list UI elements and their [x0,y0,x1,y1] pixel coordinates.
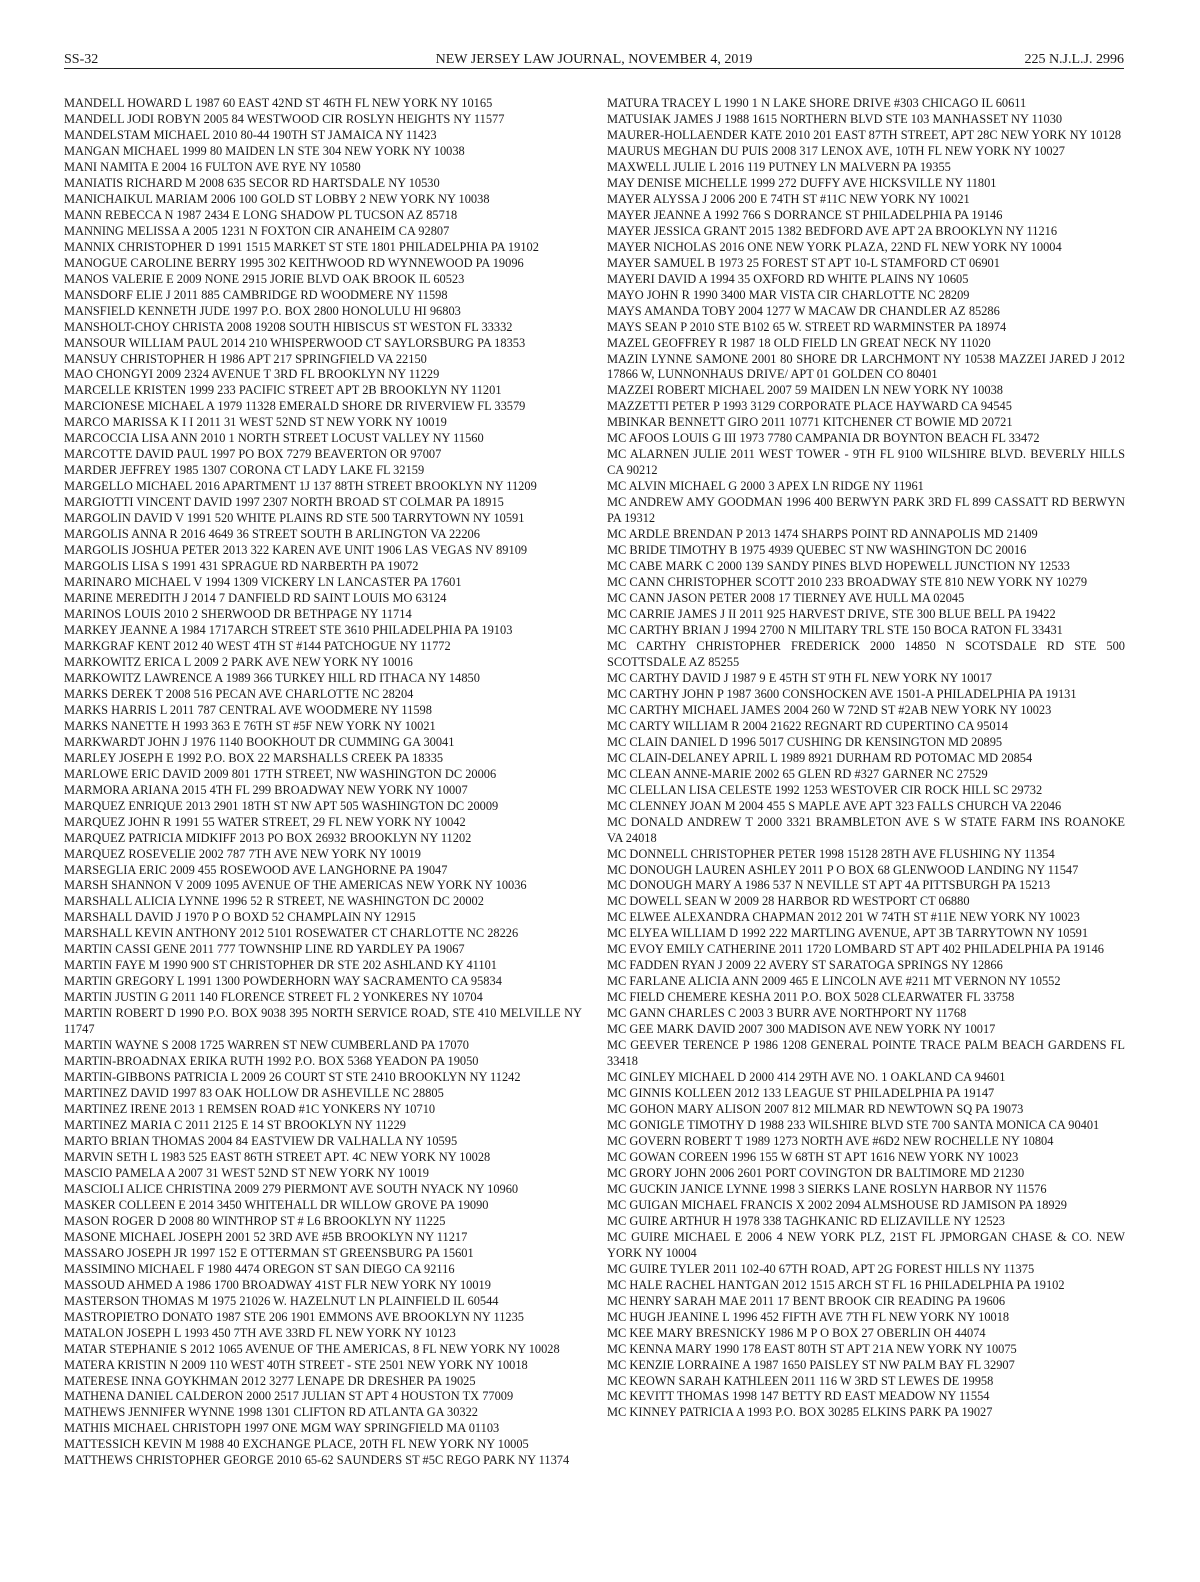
directory-entry: MC CARRIE JAMES J II 2011 925 HARVEST DRIVE, STE 300 BLUE BELL PA 19422 [607,607,1056,621]
directory-entry: MC CARTHY CHRISTOPHER FREDERICK 2000 14850 N SCOTSDALE RD STE 500 SCOTTSDALE AZ 85255 [607,638,1125,669]
directory-entry: MASTROPIETRO DONATO 1987 STE 206 1901 EMMONS AVE BROOKLYN NY 11235 [64,1309,524,1324]
directory-entry: MARSH SHANNON V 2009 1095 AVENUE OF THE AMERICAS NEW YORK NY 10036 [64,878,527,893]
directory-entry: MAO CHONGYI 2009 2324 AVENUE T 3RD FL BROOKLYN NY 11229 [64,367,440,382]
directory-entry: MAYER JESSICA GRANT 2015 1382 BEDFORD AVE APT 2A BROOKLYN NY 11216 [607,223,1058,238]
directory-entry: MARTIN-GIBBONS PATRICIA L 2009 26 COURT ST STE 2410 BROOKLYN NY 11242 [64,1070,521,1085]
directory-entry: MANSHOLT-CHOY CHRISTA 2008 19208 SOUTH HIBISCUS ST WESTON FL 33332 [64,319,513,334]
directory-entry: MASCIO PAMELA A 2007 31 WEST 52ND ST NEW YORK NY 10019 [64,1165,429,1180]
directory-entry: MANDELL HOWARD L 1987 60 EAST 42ND ST 46TH FL NEW YORK NY 10165 [64,96,493,110]
directory-entry: MATAR STEPHANIE S 2012 1065 AVENUE OF THE AMERICAS, 8 FL NEW YORK NY 10028 [64,1341,560,1356]
directory-entry: MASSARO JOSEPH JR 1997 152 E OTTERMAN ST GREENSBURG PA 15601 [64,1245,474,1260]
directory-entry: MAYER NICHOLAS 2016 ONE NEW YORK PLAZA, 22ND FL NEW YORK NY 10004 [607,239,1062,254]
directory-entry: MARKS DEREK T 2008 516 PECAN AVE CHARLOTTE NC 28204 [64,686,414,701]
directory-entry: MARCIONESE MICHAEL A 1979 11328 EMERALD SHORE DR RIVERVIEW FL 33579 [64,399,526,414]
directory-entry: MARTIN ROBERT D 1990 P.O. BOX 9038 395 NORTH SERVICE ROAD, STE 410 MELVILLE NY 11747 [64,1006,582,1037]
directory-entry: MC CLELLAN LISA CELESTE 1992 1253 WESTOVER CIR ROCK HILL SC 29732 [607,782,1043,797]
directory-entry: MAZZEI ROBERT MICHAEL 2007 59 MAIDEN LN NEW YORK NY 10038 [607,383,1003,398]
directory-entry: MANIATIS RICHARD M 2008 635 SECOR RD HARTSDALE NY 10530 [64,175,440,190]
directory-entry: MARSHALL DAVID J 1970 P O BOXD 52 CHAMPLAIN NY 12915 [64,910,416,925]
directory-entry: MC DONALD ANDREW T 2000 3321 BRAMBLETON AVE S W STATE FARM INS ROANOKE VA 24018 [607,814,1125,845]
directory-entry: MC KENZIE LORRAINE A 1987 1650 PAISLEY ST NW PALM BAY FL 32907 [607,1357,1015,1372]
directory-entry: MARSHALL KEVIN ANTHONY 2012 5101 ROSEWATER CT CHARLOTTE NC 28226 [64,926,519,941]
directory-entry: MC CARTHY BRIAN J 1994 2700 N MILITARY TRL STE 150 BOCA RATON FL 33431 [607,622,1063,637]
directory-entry: MANN REBECCA N 1987 2434 E LONG SHADOW PL TUCSON AZ 85718 [64,207,458,222]
directory-entry: MANICHAIKUL MARIAM 2006 100 GOLD ST LOBBY 2 NEW YORK NY 10038 [64,191,490,206]
directory-entry: MANSFIELD KENNETH JUDE 1997 P.O. BOX 2800 HONOLULU HI 96803 [64,303,461,318]
directory-entry: MC DOWELL SEAN W 2009 28 HARBOR RD WESTPORT CT 06880 [607,894,970,909]
directory-entry: MAYER ALYSSA J 2006 200 E 74TH ST #11C NEW YORK NY 10021 [607,191,970,206]
directory-entry: MARGOLIS ANNA R 2016 4649 36 STREET SOUTH B ARLINGTON VA 22206 [64,527,480,542]
left-column [64,96,582,1469]
directory-entry: MARGOLIN DAVID V 1991 520 WHITE PLAINS RD STE 500 TARRYTOWN NY 10591 [64,511,525,526]
directory-entry: MC ANDREW AMY GOODMAN 1996 400 BERWYN PARK 3RD FL 899 CASSATT RD BERWYN PA 19312 [607,495,1125,526]
directory-entry: MC CARTHY MICHAEL JAMES 2004 260 W 72ND ST #2AB NEW YORK NY 10023 [607,702,1052,717]
directory-entry: MATERESE INNA GOYKHMAN 2012 3277 LENAPE DR DRESHER PA 19025 [64,1373,476,1388]
directory-entry: MARKS NANETTE H 1993 363 E 76TH ST #5F NEW YORK NY 10021 [64,718,436,733]
directory-entry: MANSOUR WILLIAM PAUL 2014 210 WHISPERWOOD CT SAYLORSBURG PA 18353 [64,335,526,350]
directory-entry: MARKS HARRIS L 2011 787 CENTRAL AVE WOODMERE NY 11598 [64,702,432,717]
directory-entry: MC GOHON MARY ALISON 2007 812 MILMAR RD NEWTOWN SQ PA 19073 [607,1102,1024,1117]
directory-entry: MATURA TRACEY L 1990 1 N LAKE SHORE DRIVE #303 CHICAGO IL 60611 [607,96,1027,110]
directory-entry: MBINKAR BENNETT GIRO 2011 10771 KITCHENER CT BOWIE MD 20721 [607,415,1013,430]
journal-title: NEW JERSEY LAW JOURNAL, NOVEMBER 4, 2019 [435,52,753,67]
directory-entry: MAY DENISE MICHELLE 1999 272 DUFFY AVE HICKSVILLE NY 11801 [607,175,997,190]
directory-entry: MAZZETTI PETER P 1993 3129 CORPORATE PLACE HAYWARD CA 94545 [607,399,1012,414]
directory-entry: MANGAN MICHAEL 1999 80 MAIDEN LN STE 304 NEW YORK NY 10038 [64,143,465,158]
directory-entry: MAURER-HOLLAENDER KATE 2010 201 EAST 87TH STREET, APT 28C NEW YORK NY 10128 [607,127,1122,142]
directory-entry: MC CARTY WILLIAM R 2004 21622 REGNART RD CUPERTINO CA 95014 [607,718,1008,733]
directory-entry: MC GOWAN COREEN 1996 155 W 68TH ST APT 1616 NEW YORK NY 10023 [607,1149,1019,1164]
directory-entry: MARTINEZ IRENE 2013 1 REMSEN ROAD #1C YONKERS NY 10710 [64,1102,436,1117]
directory-entry: MC GUCKIN JANICE LYNNE 1998 3 SIERKS LANE ROSLYN HARBOR NY 11576 [607,1181,1047,1196]
directory-entry: MANOS VALERIE E 2009 NONE 2915 JORIE BLVD OAK BROOK IL 60523 [64,271,465,286]
directory-entry: MC ELWEE ALEXANDRA CHAPMAN 2012 201 W 74TH ST #11E NEW YORK NY 10023 [607,910,1080,925]
directory-entry: MANNING MELISSA A 2005 1231 N FOXTON CIR ANAHEIM CA 92807 [64,223,450,238]
directory-entry: MARTO BRIAN THOMAS 2004 84 EASTVIEW DR VALHALLA NY 10595 [64,1133,458,1148]
directory-entry: MASSOUD AHMED A 1986 1700 BROADWAY 41ST FLR NEW YORK NY 10019 [64,1277,491,1292]
page-header [64,51,1124,69]
directory-entry: MANDELL JODI ROBYN 2005 84 WESTWOOD CIR ROSLYN HEIGHTS NY 11577 [64,111,505,126]
directory-entry: MC ALVIN MICHAEL G 2000 3 APEX LN RIDGE NY 11961 [607,479,924,494]
directory-entry: MC KENNA MARY 1990 178 EAST 80TH ST APT 21A NEW YORK NY 10075 [607,1341,1017,1356]
directory-entry: MARCO MARISSA K I I 2011 31 WEST 52ND ST NEW YORK NY 10019 [64,415,447,430]
directory-entry: MATHENA DANIEL CALDERON 2000 2517 JULIAN ST APT 4 HOUSTON TX 77009 [64,1389,514,1404]
directory-entry: MC HUGH JEANINE L 1996 452 FIFTH AVE 7TH FL NEW YORK NY 10018 [607,1309,1010,1324]
directory-entry: MC KEOWN SARAH KATHLEEN 2011 116 W 3RD ST LEWES DE 19958 [607,1373,994,1388]
directory-entry: MC GUIRE MICHAEL E 2006 4 NEW YORK PLZ, 21ST FL JPMORGAN CHASE & CO. NEW YORK NY 10004 [607,1229,1125,1260]
directory-entry: MC FARLANE ALICIA ANN 2009 465 E LINCOLN AVE #211 MT VERNON NY 10552 [607,974,1061,989]
citation: 225 N.J.L.J. 2996 [1024,52,1124,67]
directory-entry: MC CARTHY JOHN P 1987 3600 CONSHOCKEN AVE 1501-A PHILADELPHIA PA 19131 [607,686,1077,701]
directory-entry: MARMORA ARIANA 2015 4TH FL 299 BROADWAY NEW YORK NY 10007 [64,782,468,797]
directory-entry: MC GANN CHARLES C 2003 3 BURR AVE NORTHPORT NY 11768 [607,1006,967,1021]
directory-entry: MC CLAIN-DELANEY APRIL L 1989 8921 DURHAM RD POTOMAC MD 20854 [607,750,1033,765]
directory-entry: MAYER SAMUEL B 1973 25 FOREST ST APT 10-L STAMFORD CT 06901 [607,255,1000,270]
directory-entry: MARINARO MICHAEL V 1994 1309 VICKERY LN LANCASTER PA 17601 [64,575,462,590]
directory-entry: MC HENRY SARAH MAE 2011 17 BENT BROOK CIR READING PA 19606 [607,1293,1006,1308]
directory-entry: MARLOWE ERIC DAVID 2009 801 17TH STREET, NW WASHINGTON DC 20006 [64,766,497,781]
directory-entry: MC GOVERN ROBERT T 1989 1273 NORTH AVE #6D2 NEW ROCHELLE NY 10804 [607,1133,1054,1148]
directory-entry: MC GINLEY MICHAEL D 2000 414 29TH AVE NO. 1 OAKLAND CA 94601 [607,1070,1006,1085]
directory-entry: MC AFOOS LOUIS G III 1973 7780 CAMPANIA DR BOYNTON BEACH FL 33472 [607,431,1040,446]
directory-entry: MARQUEZ ENRIQUE 2013 2901 18TH ST NW APT 505 WASHINGTON DC 20009 [64,798,499,813]
directory-entry: MC GINNIS KOLLEEN 2012 133 LEAGUE ST PHILADELPHIA PA 19147 [607,1086,995,1101]
directory-entry: MATTESSICH KEVIN M 1988 40 EXCHANGE PLACE, 20TH FL NEW YORK NY 10005 [64,1437,529,1452]
directory-entry: MANSDORF ELIE J 2011 885 CAMBRIDGE RD WOODMERE NY 11598 [64,287,448,302]
directory-entry: MAYER JEANNE A 1992 766 S DORRANCE ST PHILADELPHIA PA 19146 [607,207,1003,222]
directory-entry: MC DONNELL CHRISTOPHER PETER 1998 15128 28TH AVE FLUSHING NY 11354 [607,846,1055,861]
directory-entry: MARINE MEREDITH J 2014 7 DANFIELD RD SAINT LOUIS MO 63124 [64,591,447,606]
directory-entry: MARKOWITZ ERICA L 2009 2 PARK AVE NEW YORK NY 10016 [64,654,413,669]
directory-entry: MC ARDLE BRENDAN P 2013 1474 SHARPS POINT RD ANNAPOLIS MD 21409 [607,527,1038,542]
directory-entry: MC CANN CHRISTOPHER SCOTT 2010 233 BROADWAY STE 810 NEW YORK NY 10279 [607,575,1088,590]
directory-entry: MARTINEZ MARIA C 2011 2125 E 14 ST BROOKLYN NY 11229 [64,1118,406,1132]
directory-entry: MASSIMINO MICHAEL F 1980 4474 OREGON ST SAN DIEGO CA 92116 [64,1261,455,1276]
directory-entry: MC KEE MARY BRESNICKY 1986 M P O BOX 27 OBERLIN OH 44074 [607,1325,986,1340]
directory-entry: MC GEEVER TERENCE P 1986 1208 GENERAL POINTE TRACE PALM BEACH GARDENS FL 33418 [607,1038,1125,1069]
directory-entry: MARKOWITZ LAWRENCE A 1989 366 TURKEY HILL RD ITHACA NY 14850 [64,670,480,685]
directory-entry: MARGOLIS JOSHUA PETER 2013 322 KAREN AVE UNIT 1906 LAS VEGAS NV 89109 [64,543,528,558]
directory-entry: MATALON JOSEPH L 1993 450 7TH AVE 33RD FL NEW YORK NY 10123 [64,1325,456,1340]
directory-entry: MARDER JEFFREY 1985 1307 CORONA CT LADY LAKE FL 32159 [64,463,425,478]
directory-entry: MARLEY JOSEPH E 1992 P.O. BOX 22 MARSHALLS CREEK PA 18335 [64,750,444,765]
header-rule [64,68,1124,69]
directory-entry: MC GONIGLE TIMOTHY D 1988 233 WILSHIRE BLVD STE 700 SANTA MONICA CA 90401 [607,1118,1100,1132]
directory-entry: MATERA KRISTIN N 2009 110 WEST 40TH STREET - STE 2501 NEW YORK NY 10018 [64,1357,528,1372]
directory-entry: MARSHALL ALICIA LYNNE 1996 52 R STREET, NE WASHINGTON DC 20002 [64,894,484,909]
directory-entry: MARKWARDT JOHN J 1976 1140 BOOKHOUT DR CUMMING GA 30041 [64,734,455,749]
directory-entry: MC GUIRE TYLER 2011 102-40 67TH ROAD, APT 2G FOREST HILLS NY 11375 [607,1261,1035,1276]
directory-entry: MARCOCCIA LISA ANN 2010 1 NORTH STREET LOCUST VALLEY NY 11560 [64,431,484,446]
directory-entry: MATHIS MICHAEL CHRISTOPH 1997 ONE MGM WAY SPRINGFIELD MA 01103 [64,1421,500,1436]
directory-entry: MARGIOTTI VINCENT DAVID 1997 2307 NORTH BROAD ST COLMAR PA 18915 [64,495,504,510]
directory-entry: MAYS AMANDA TOBY 2004 1277 W MACAW DR CHANDLER AZ 85286 [607,303,1000,318]
directory-entry: MANSUY CHRISTOPHER H 1986 APT 217 SPRINGFIELD VA 22150 [64,351,427,366]
directory-entry: MC GEE MARK DAVID 2007 300 MADISON AVE NEW YORK NY 10017 [607,1022,996,1037]
directory-entry: MARTIN-BROADNAX ERIKA RUTH 1992 P.O. BOX 5368 YEADON PA 19050 [64,1054,479,1069]
directory-entry: MC ALARNEN JULIE 2011 WEST TOWER - 9TH FL 9100 WILSHIRE BLVD. BEVERLY HILLS CA 90212 [607,447,1125,478]
directory-entry: MAYS SEAN P 2010 STE B102 65 W. STREET RD WARMINSTER PA 18974 [607,319,1007,334]
page-label: SS-32 [64,52,99,67]
directory-entry: MARQUEZ JOHN R 1991 55 WATER STREET, 29 FL NEW YORK NY 10042 [64,814,466,829]
directory-entry: MARCOTTE DAVID PAUL 1997 PO BOX 7279 BEAVERTON OR 97007 [64,447,442,462]
directory-entry: MASONE MICHAEL JOSEPH 2001 52 3RD AVE #5B BROOKLYN NY 11217 [64,1229,468,1244]
directory-entry: MARTIN JUSTIN G 2011 140 FLORENCE STREET FL 2 YONKERES NY 10704 [64,990,483,1005]
directory-entry: MC CABE MARK C 2000 139 SANDY PINES BLVD HOPEWELL JUNCTION NY 12533 [607,559,1070,574]
directory-entry: MAYERI DAVID A 1994 35 OXFORD RD WHITE PLAINS NY 10605 [607,271,969,286]
directory-entry: MANOGUE CAROLINE BERRY 1995 302 KEITHWOOD RD WYNNEWOOD PA 19096 [64,255,524,270]
directory-entry: MASCIOLI ALICE CHRISTINA 2009 279 PIERMONT AVE SOUTH NYACK NY 10960 [64,1181,519,1196]
directory-entry: MC KEVITT THOMAS 1998 147 BETTY RD EAST MEADOW NY 11554 [607,1389,990,1404]
directory-entry: MATTHEWS CHRISTOPHER GEORGE 2010 65-62 SAUNDERS ST #5C REGO PARK NY 11374 [64,1453,570,1468]
right-column [607,96,1125,1421]
directory-entry: MC BRIDE TIMOTHY B 1975 4939 QUEBEC ST NW WASHINGTON DC 20016 [607,543,1027,558]
directory-entry: MARTIN GREGORY L 1991 1300 POWDERHORN WAY SACRAMENTO CA 95834 [64,974,502,989]
directory-entry: MARKEY JEANNE A 1984 1717ARCH STREET STE 3610 PHILADELPHIA PA 19103 [64,622,513,637]
directory-entry: MARGELLO MICHAEL 2016 APARTMENT 1J 137 88TH STREET BROOKLYN NY 11209 [64,479,537,494]
directory-entry: MC CLAIN DANIEL D 1996 5017 CUSHING DR KENSINGTON MD 20895 [607,734,1003,749]
directory-entry: MAURUS MEGHAN DU PUIS 2008 317 LENOX AVE, 10TH FL NEW YORK NY 10027 [607,143,1066,158]
directory-entry: MARKGRAF KENT 2012 40 WEST 4TH ST #144 PATCHOGUE NY 11772 [64,638,451,653]
directory-entry: MARTIN CASSI GENE 2011 777 TOWNSHIP LINE RD YARDLEY PA 19067 [64,942,465,957]
directory-entry: MAZIN LYNNE SAMONE 2001 80 SHORE DR LARCHMONT NY 10538 MAZZEI JARED J 2012 17866 W, LUNNONHAUS DRIVE/ APT 01 GOLDEN CO 80401 [607,351,1125,382]
directory-entry: MARTIN FAYE M 1990 900 ST CHRISTOPHER DR STE 202 ASHLAND KY 41101 [64,958,497,973]
directory-entry: MARSEGLIA ERIC 2009 455 ROSEWOOD AVE LANGHORNE PA 19047 [64,862,448,877]
directory-entry: MC CLEAN ANNE-MARIE 2002 65 GLEN RD #327 GARNER NC 27529 [607,766,988,781]
directory-entry: MC CANN JASON PETER 2008 17 TIERNEY AVE HULL MA 02045 [607,591,965,606]
directory-entry: MC DONOUGH LAUREN ASHLEY 2011 P O BOX 68 GLENWOOD LANDING NY 11547 [607,862,1079,877]
directory-entry: MC FIELD CHEMERE KESHA 2011 P.O. BOX 5028 CLEARWATER FL 33758 [607,990,1015,1005]
directory-entry: MARQUEZ PATRICIA MIDKIFF 2013 PO BOX 26932 BROOKLYN NY 11202 [64,830,472,845]
directory-entry: MANDELSTAM MICHAEL 2010 80-44 190TH ST JAMAICA NY 11423 [64,127,437,142]
directory-entry: MC FADDEN RYAN J 2009 22 AVERY ST SARATOGA SPRINGS NY 12866 [607,958,1003,973]
directory-entry: MC EVOY EMILY CATHERINE 2011 1720 LOMBARD ST APT 402 PHILADELPHIA PA 19146 [607,942,1104,957]
directory-entry: MATUSIAK JAMES J 1988 1615 NORTHERN BLVD STE 103 MANHASSET NY 11030 [607,111,1063,126]
directory-entry: MAZEL GEOFFREY R 1987 18 OLD FIELD LN GREAT NECK NY 11020 [607,335,991,350]
directory-entry: MAYO JOHN R 1990 3400 MAR VISTA CIR CHARLOTTE NC 28209 [607,287,970,302]
directory-entry: MARGOLIS LISA S 1991 431 SPRAGUE RD NARBERTH PA 19072 [64,559,419,574]
directory-entry: MARQUEZ ROSEVELIE 2002 787 7TH AVE NEW YORK NY 10019 [64,846,421,861]
directory-entry: MC CARTHY DAVID J 1987 9 E 45TH ST 9TH FL NEW YORK NY 10017 [607,670,992,685]
directory-entry: MASTERSON THOMAS M 1975 21026 W. HAZELNUT LN PLAINFIELD IL 60544 [64,1293,499,1308]
directory-entry: MARVIN SETH L 1983 525 EAST 86TH STREET APT. 4C NEW YORK NY 10028 [64,1149,491,1164]
directory-entry: MC KINNEY PATRICIA A 1993 P.O. BOX 30285 ELKINS PARK PA 19027 [607,1405,993,1420]
directory-entry: MARTINEZ DAVID 1997 83 OAK HOLLOW DR ASHEVILLE NC 28805 [64,1086,444,1101]
directory-entry: MAXWELL JULIE L 2016 119 PUTNEY LN MALVERN PA 19355 [607,159,951,174]
directory-entry: MANNIX CHRISTOPHER D 1991 1515 MARKET ST STE 1801 PHILADELPHIA PA 19102 [64,239,539,254]
directory-entry: MARINOS LOUIS 2010 2 SHERWOOD DR BETHPAGE NY 11714 [64,607,412,621]
directory-entry: MC ELYEA WILLIAM D 1992 222 MARTLING AVENUE, APT 3B TARRYTOWN NY 10591 [607,926,1089,941]
directory-entry: MARTIN WAYNE S 2008 1725 WARREN ST NEW CUMBERLAND PA 17070 [64,1038,469,1053]
directory-entry: MATHEWS JENNIFER WYNNE 1998 1301 CLIFTON RD ATLANTA GA 30322 [64,1405,478,1420]
directory-entry: MC CLENNEY JOAN M 2004 455 S MAPLE AVE APT 323 FALLS CHURCH VA 22046 [607,798,1062,813]
directory-entry: MASON ROGER D 2008 80 WINTHROP ST # L6 BROOKLYN NY 11225 [64,1213,446,1228]
directory-entry: MC GRORY JOHN 2006 2601 PORT COVINGTON DR BALTIMORE MD 21230 [607,1165,1025,1180]
directory-entry: MC GUIRE ARTHUR H 1978 338 TAGHKANIC RD ELIZAVILLE NY 12523 [607,1213,1005,1228]
directory-entry: MC GUIGAN MICHAEL FRANCIS X 2002 2094 ALMSHOUSE RD JAMISON PA 18929 [607,1197,1067,1212]
directory-entry: MASKER COLLEEN E 2014 3450 WHITEHALL DR WILLOW GROVE PA 19090 [64,1197,489,1212]
directory-entry: MANI NAMITA E 2004 16 FULTON AVE RYE NY 10580 [64,159,361,174]
directory-entry: MARCELLE KRISTEN 1999 233 PACIFIC STREET APT 2B BROOKLYN NY 11201 [64,383,502,398]
directory-entry: MC HALE RACHEL HANTGAN 2012 1515 ARCH ST FL 16 PHILADELPHIA PA 19102 [607,1277,1065,1292]
directory-entry: MC DONOUGH MARY A 1986 537 N NEVILLE ST APT 4A PITTSBURGH PA 15213 [607,878,1051,893]
